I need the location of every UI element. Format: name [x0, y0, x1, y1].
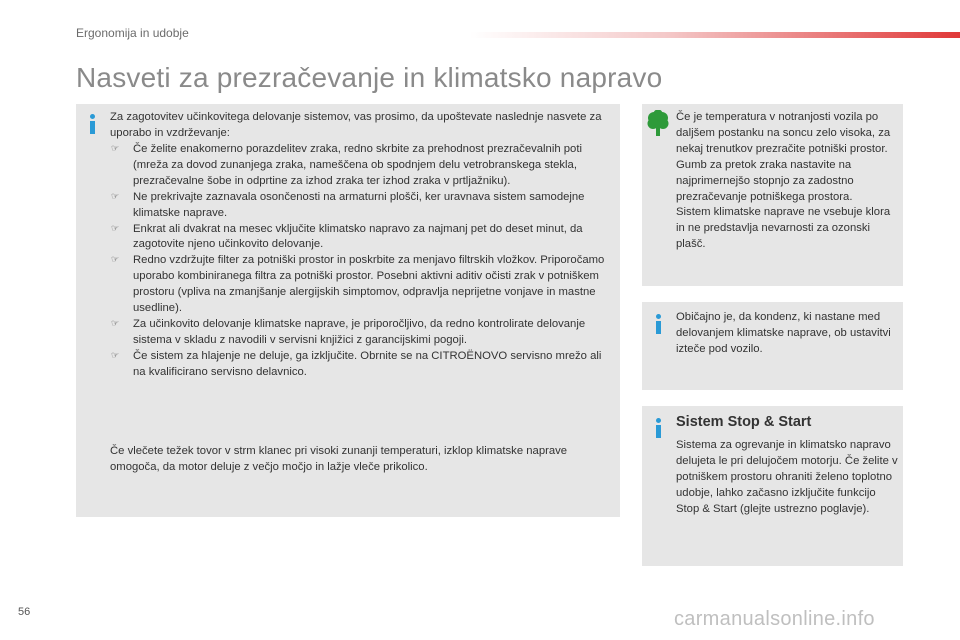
page-title: Nasveti za prezračevanje in klimatsko napravo — [76, 62, 663, 93]
list-item: ☞ Redno vzdržujte filter za potniški prostor in poskrbite za menjavo filtrskih vložkov. Priporočamo uporabo kombiniranega filtra za potniški prostor. Posebni aktivni aditiv očisti zrak v potniškem prostoru (vpliva na zmanjšanje alergijskih simptomov, odpravlja neprijetne vonjave in mastne usedline). — [110, 253, 610, 317]
list-item: ☞ Ne prekrivajte zaznavala osončenosti na armaturni plošči, ker uravnava sistem samodejne klimatske naprave. — [110, 190, 610, 222]
stop-start-text: Sistema za ogrevanje in klimatsko napravo delujeta le pri delujočem motorju. Če želite v potniškem prostoru ohraniti želeno toplotno udobje, lahko začasno izključite funkcijo Stop & Start (glejte ustrezno poglavje). — [676, 439, 898, 515]
tips-list — [110, 142, 610, 381]
intro-text: Za zagotovitev učinkovitega delovanje sistemov, vas prosimo, da upoštevate naslednje nasvete za uporabo in vzdrževanje: — [110, 111, 602, 139]
eco-text — [676, 110, 898, 253]
info-icon — [654, 314, 664, 334]
section-header: Ergonomija in udobje — [76, 26, 189, 40]
list-item: ☞ Za učinkovito delovanje klimatske naprave, je priporočljivo, da redno kontrolirate delovanje sistema v skladu z navodili v servisni knjižici z garancijskimi pogoji. — [110, 317, 610, 349]
eco-paragraph: Sistem klimatske naprave ne vsebuje klora in ne predstavlja nevarnosti za ozonski plašč. — [676, 206, 891, 251]
tree-icon — [646, 110, 670, 136]
info-icon — [654, 418, 664, 438]
header-accent-bar — [470, 32, 960, 38]
list-item: ☞ Če želite enakomerno porazdelitev zraka, redno skrbite za prehodnost prezračevalnih poti (mreža za dovod zunanjega zraka, nameščena ob spodnjem delu vetrobranskega stekla, prezračevalne šobe in odprtine za izhod zraka ter izhod zraka v prtljažniku). — [110, 142, 610, 190]
info-icon — [88, 114, 98, 134]
list-item: ☞ Enkrat ali dvakrat na mesec vključite klimatsko napravo za najmanj pet do deset minut, da zagotovite njeno učinkovito delovanje. — [110, 222, 610, 254]
page-number: 56 — [18, 606, 31, 618]
condensation-text: Običajno je, da kondenz, ki nastane med delovanjem klimatske naprave, ob ustavitvi izteče pod vozilo. — [676, 311, 891, 355]
eco-paragraph: Če je temperatura v notranjosti vozila po daljšem postanku na soncu zelo visoka, za nekaj trenutkov prezračite potniški prostor. — [676, 111, 891, 155]
stop-start-title: Sistem Stop & Start — [676, 414, 812, 430]
eco-paragraph: Gumb za pretok zraka nastavite na najprimernejšo stopnjo za zadostno prezračevanje potniškega prostora. — [676, 158, 854, 203]
watermark: carmanualsonline.info — [674, 608, 875, 630]
towing-note: Če vlečete težek tovor v strm klanec pri visoki zunanji temperaturi, izklop klimatske naprave omogoča, da motor deluje z večjo močjo in lažje vleče prikolico. — [110, 445, 568, 473]
list-item: ☞ Če sistem za hlajenje ne deluje, ga izključite. Obrnite se na CITROËNOVO servisno mrežo ali na kvalificirano servisno delavnico. — [110, 349, 610, 381]
